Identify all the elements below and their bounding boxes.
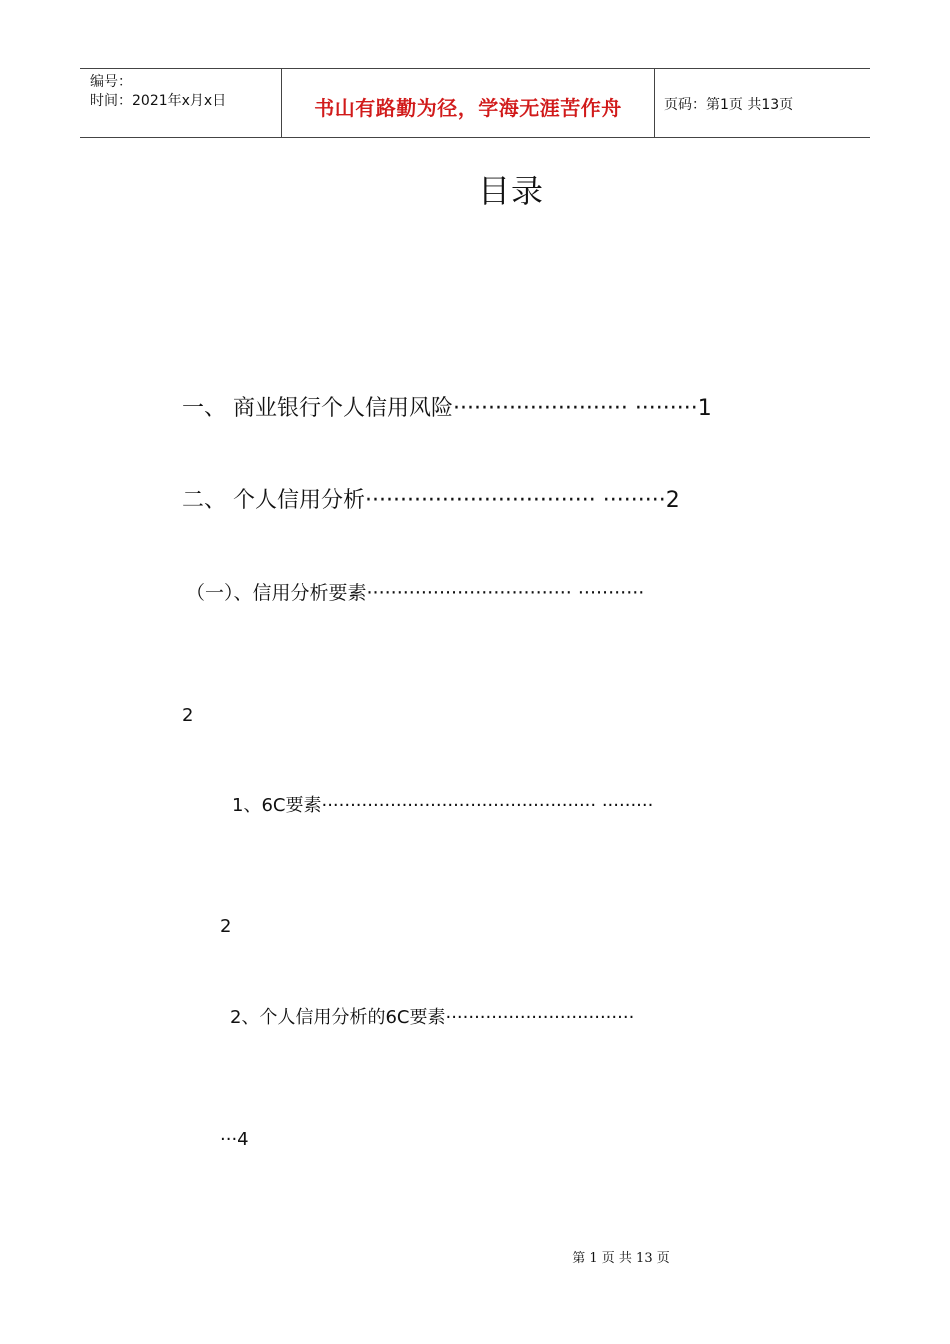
- toc-entry-2-1-1: 1、6C要素················································ ·········: [232, 795, 654, 816]
- page-title: 目录: [477, 172, 544, 210]
- header-page-info: 页码：第1页 共13页: [664, 97, 794, 113]
- date-label: 时间：2021年x月x日: [90, 93, 227, 109]
- motto-text: 书山有路勤为径，学海无涯苦作舟: [314, 96, 622, 120]
- toc-page-number: 2: [220, 916, 232, 937]
- header-meta-cell: [80, 69, 280, 137]
- page-footer: 第 1 页 共 13 页: [572, 1251, 670, 1266]
- toc-entry-2-1-2: 2、个人信用分析的6C要素·································: [230, 1007, 635, 1028]
- toc-entry-2-1: （一）、信用分析要素·································· ···········: [186, 582, 645, 604]
- toc-page-number: ···4: [220, 1129, 249, 1150]
- header-motto-cell: [281, 69, 655, 137]
- toc-page-number: 2: [182, 705, 194, 726]
- toc-entry-2: 二、 个人信用分析································· ·········2: [182, 488, 680, 513]
- toc-entry-1: 一、 商业银行个人信用风险························· ·········1: [182, 396, 712, 421]
- serial-number-label: 编号：: [90, 74, 132, 90]
- header-page-cell: [654, 69, 870, 137]
- document-header: [80, 68, 870, 138]
